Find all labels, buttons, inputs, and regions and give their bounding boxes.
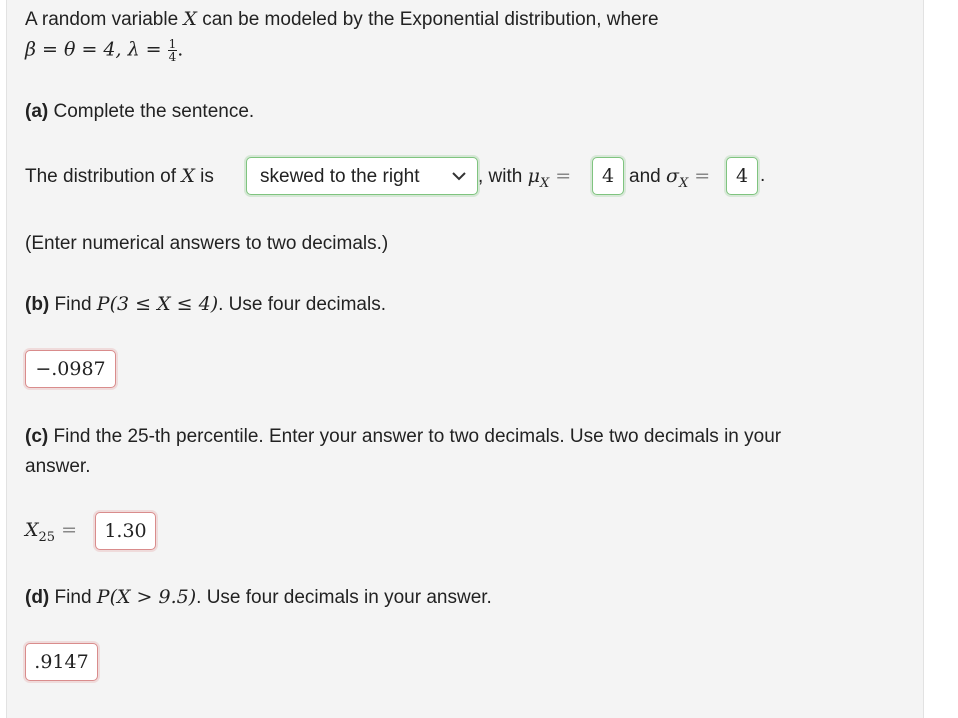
part-a-sentence-mu: , with $\mu_X$ = bbox=[478, 165, 572, 191]
skew-dropdown-value: skewed to the right bbox=[260, 166, 420, 187]
part-a-sentence-sigma: and $\sigma_X$ = bbox=[629, 165, 711, 191]
part-d-heading: (d) Find P(X > 9.5). Use four decimals in your answer. bbox=[25, 586, 492, 608]
intro-line-1: A random variable X can be modeled by the Exponential distribution, where bbox=[25, 8, 659, 30]
fraction-one-fourth: $\frac{1}{4}$ bbox=[168, 37, 177, 64]
part-a-heading: (a) Complete the sentence. bbox=[25, 101, 255, 122]
part-c-heading: (c) Find the 25-th percentile. Enter your answer to two decimals. Use two decimals in your bbox=[25, 426, 782, 447]
mu-input[interactable]: 4 bbox=[592, 157, 624, 195]
intro-params: β = θ = 4, λ = $\frac{1}{4}$ . bbox=[25, 37, 184, 64]
part-c-heading-continued: answer. bbox=[25, 456, 91, 477]
part-b-answer-input[interactable]: −.0987 bbox=[25, 350, 116, 388]
part-a-period: . bbox=[760, 165, 766, 186]
part-a-sentence-start: The distribution of X is bbox=[25, 165, 214, 187]
percentile-label: $X_{25}$ = bbox=[25, 519, 78, 545]
part-b-heading: (b) Find P(3 ≤ X ≤ 4). Use four decimals. bbox=[25, 293, 387, 315]
part-a-note: (Enter numerical answers to two decimals.) bbox=[25, 233, 389, 254]
skew-dropdown[interactable] bbox=[246, 157, 478, 195]
part-c-answer-input[interactable]: 1.30 bbox=[95, 512, 156, 550]
chevron-down-icon bbox=[451, 169, 467, 183]
sigma-input[interactable]: 4 bbox=[726, 157, 758, 195]
part-d-answer-input[interactable]: .9147 bbox=[25, 643, 98, 681]
